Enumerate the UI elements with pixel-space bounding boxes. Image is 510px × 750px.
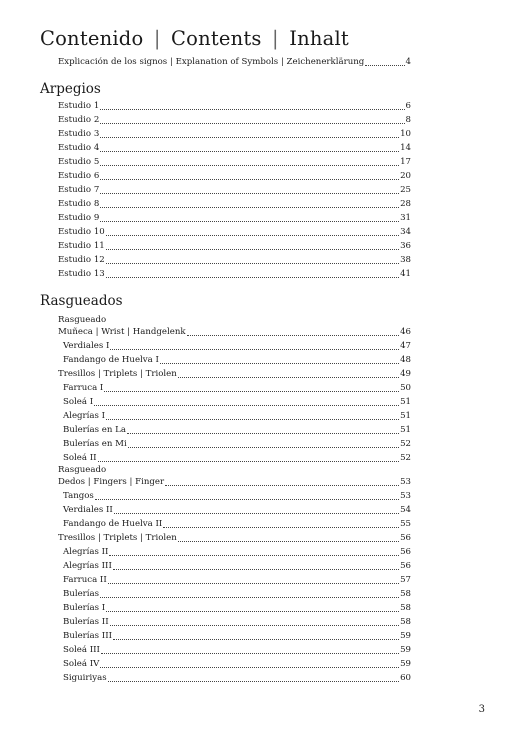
toc-entry[interactable] [63, 411, 411, 422]
group-label-rasgueado: Rasgueado [58, 315, 107, 325]
leader-dots [100, 151, 399, 152]
toc-entry[interactable] [58, 157, 411, 168]
toc-entry[interactable] [63, 659, 411, 670]
toc-entry-label: Tresillos | Triplets | Triolen [58, 369, 177, 379]
toc-entry[interactable] [58, 115, 411, 126]
leader-dots [100, 137, 399, 138]
toc-entry-page: 31 [400, 213, 411, 223]
toc-entry[interactable] [63, 397, 411, 408]
toc-entry-page: 10 [400, 129, 411, 139]
toc-entry-label: Farruca II [63, 575, 107, 585]
toc-entry-label: Alegrías II [63, 547, 109, 557]
toc-entry-label: Muñeca | Wrist | Handgelenk [58, 327, 186, 337]
leader-dots [100, 597, 399, 598]
leader-dots [106, 277, 399, 278]
toc-entry-page: 53 [400, 477, 411, 487]
toc-entry-page: 53 [400, 491, 411, 501]
toc-entry-label: Verdiales II [63, 505, 113, 515]
toc-entry[interactable] [63, 383, 411, 394]
toc-entry-label: Soleá I [63, 397, 94, 407]
toc-entry-page: 58 [400, 589, 411, 599]
leader-dots [100, 123, 404, 124]
leader-dots [100, 179, 399, 180]
toc-entry-page: 60 [400, 673, 411, 683]
toc-entry[interactable] [63, 491, 411, 502]
toc-entry-label: Estudio 5 [58, 157, 100, 167]
toc-entry-label: Dedos | Fingers | Finger [58, 477, 165, 487]
leader-dots [128, 447, 399, 448]
toc-entry-page: 52 [400, 439, 411, 449]
toc-entry-label: Bulerías en La [63, 425, 126, 435]
toc-entry-page: 57 [400, 575, 411, 585]
toc-entry-page: 47 [400, 341, 411, 351]
toc-entry-page: 49 [400, 369, 411, 379]
leader-dots [109, 555, 399, 556]
leader-dots [178, 541, 399, 542]
title-separator: | [272, 27, 279, 50]
toc-entry-page: 58 [400, 603, 411, 613]
toc-entry-label: Explicación de los signos | Explanation of Symbols | Zeichenerklärung [58, 57, 365, 67]
leader-dots [163, 527, 399, 528]
toc-entry-label: Estudio 7 [58, 185, 100, 195]
toc-entry-label: Farruca I [63, 383, 104, 393]
leader-dots [101, 653, 399, 654]
toc-entry-page: 50 [400, 383, 411, 393]
toc-entry-page: 17 [400, 157, 411, 167]
toc-entry[interactable] [63, 589, 411, 600]
leader-dots [100, 221, 399, 222]
toc-entry[interactable] [63, 453, 411, 464]
title-english: Contents [171, 27, 262, 50]
toc-entry[interactable] [58, 129, 411, 140]
toc-entry-label: Estudio 8 [58, 199, 100, 209]
toc-entry-page: 8 [405, 115, 411, 125]
leader-dots [100, 207, 399, 208]
toc-entry[interactable] [58, 143, 411, 154]
title-separator: | [153, 27, 161, 50]
toc-entry-fingers[interactable] [58, 477, 411, 488]
toc-entry[interactable] [58, 185, 411, 196]
leader-dots [113, 639, 399, 640]
toc-entry[interactable] [58, 199, 411, 210]
toc-entry[interactable] [63, 505, 411, 516]
leader-dots [110, 349, 399, 350]
toc-entry-label: Estudio 6 [58, 171, 100, 181]
toc-entry-label: Bulerías III [63, 631, 112, 641]
toc-entry[interactable] [63, 645, 411, 656]
toc-entry-page: 56 [400, 561, 411, 571]
toc-entry[interactable] [58, 269, 411, 280]
toc-entry[interactable] [63, 547, 411, 558]
toc-entry-page: 14 [400, 143, 411, 153]
toc-entry-label: Fandango de Huelva II [63, 519, 163, 529]
section-heading-arpegios: Arpegios [40, 81, 101, 97]
leader-dots [95, 499, 399, 500]
leader-dots [106, 611, 399, 612]
leader-dots [94, 405, 399, 406]
toc-entry[interactable] [58, 227, 411, 238]
toc-entry-label: Bulerías en Mi [63, 439, 127, 449]
page-number: 3 [478, 704, 485, 715]
toc-entry-label: Fandango de Huelva I [63, 355, 159, 365]
toc-entry-label: Estudio 1 [58, 101, 100, 111]
toc-entry-page: 52 [400, 453, 411, 463]
toc-entry[interactable] [58, 171, 411, 182]
toc-entry-page: 56 [400, 533, 411, 543]
toc-entry-symbols[interactable] [58, 57, 411, 68]
leader-dots [165, 485, 399, 486]
page-title [40, 27, 349, 50]
toc-entry[interactable] [63, 631, 411, 642]
toc-entry-page: 36 [400, 241, 411, 251]
toc-entry-page: 59 [400, 645, 411, 655]
toc-entry-label: Estudio 10 [58, 227, 105, 237]
leader-dots [160, 363, 399, 364]
section-heading-rasgueados: Rasgueados [40, 293, 123, 309]
toc-entry[interactable] [63, 673, 411, 684]
leader-dots [108, 681, 399, 682]
toc-entry-page: 56 [400, 547, 411, 557]
leader-dots [100, 165, 399, 166]
toc-entry-triplets[interactable] [58, 369, 411, 380]
toc-entry-label: Soleá IV [63, 659, 100, 669]
toc-entry[interactable] [63, 603, 411, 614]
toc-entry-page: 58 [400, 617, 411, 627]
leader-dots [106, 263, 399, 264]
toc-entry-page: 38 [400, 255, 411, 265]
toc-entry-page: 6 [405, 101, 411, 111]
toc-entry[interactable] [58, 213, 411, 224]
toc-entry-page: 51 [400, 411, 411, 421]
toc-entry[interactable] [63, 425, 411, 436]
toc-entry-label: Bulerías [63, 589, 100, 599]
leader-dots [365, 65, 404, 66]
toc-entry-label: Estudio 11 [58, 241, 105, 251]
toc-entry-page: 28 [400, 199, 411, 209]
toc-entry-page: 41 [400, 269, 411, 279]
leader-dots [100, 109, 404, 110]
leader-dots [114, 513, 399, 514]
toc-entry-page: 20 [400, 171, 411, 181]
leader-dots [113, 569, 399, 570]
toc-entry[interactable] [58, 241, 411, 252]
toc-entry[interactable] [63, 519, 411, 530]
toc-entry-page: 4 [405, 57, 411, 67]
toc-entry-label: Bulerías I [63, 603, 106, 613]
toc-entry-page: 59 [400, 659, 411, 669]
toc-entry-label: Estudio 13 [58, 269, 105, 279]
toc-entry-triplets[interactable] [58, 533, 411, 544]
leader-dots [106, 235, 399, 236]
leader-dots [187, 335, 399, 336]
toc-entry-page: 48 [400, 355, 411, 365]
toc-entry[interactable] [58, 255, 411, 266]
toc-entry-label: Estudio 4 [58, 143, 100, 153]
toc-entry-label: Alegrías I [63, 411, 106, 421]
leader-dots [108, 583, 399, 584]
leader-dots [127, 433, 399, 434]
group-label-rasgueado: Rasgueado [58, 465, 107, 475]
toc-entry-label: Verdiales I [63, 341, 110, 351]
toc-entry-label: Estudio 9 [58, 213, 100, 223]
toc-entry[interactable] [63, 617, 411, 628]
toc-entry[interactable] [63, 341, 411, 352]
toc-entry[interactable] [58, 101, 411, 112]
toc-entry-page: 25 [400, 185, 411, 195]
toc-entry-label: Tangos [63, 491, 94, 501]
toc-entry-label: Soleá II [63, 453, 97, 463]
toc-entry-page: 51 [400, 397, 411, 407]
toc-entry-label: Alegrías III [63, 561, 112, 571]
toc-entry-page: 55 [400, 519, 411, 529]
toc-entry-page: 51 [400, 425, 411, 435]
toc-entry-label: Tresillos | Triplets | Triolen [58, 533, 177, 543]
title-spanish: Contenido [40, 27, 144, 50]
toc-entry-page: 59 [400, 631, 411, 641]
toc-entry-label: Siguiriyas [63, 673, 107, 683]
leader-dots [106, 419, 399, 420]
leader-dots [178, 377, 399, 378]
title-german: Inhalt [289, 27, 349, 50]
toc-entry-label: Soleá III [63, 645, 100, 655]
leader-dots [98, 461, 400, 462]
toc-entry-label: Estudio 3 [58, 129, 100, 139]
leader-dots [110, 625, 399, 626]
toc-entry[interactable] [63, 355, 411, 366]
leader-dots [104, 391, 399, 392]
toc-entry-label: Estudio 12 [58, 255, 105, 265]
leader-dots [100, 193, 399, 194]
leader-dots [106, 249, 399, 250]
toc-entry-label: Estudio 2 [58, 115, 100, 125]
toc-entry-wrist[interactable] [58, 327, 411, 338]
toc-entry-page: 54 [400, 505, 411, 515]
toc-entry-page: 46 [400, 327, 411, 337]
leader-dots [100, 667, 399, 668]
toc-entry[interactable] [63, 439, 411, 450]
toc-entry-page: 34 [400, 227, 411, 237]
toc-entry[interactable] [63, 575, 411, 586]
toc-entry[interactable] [63, 561, 411, 572]
toc-entry-label: Bulerías II [63, 617, 109, 627]
